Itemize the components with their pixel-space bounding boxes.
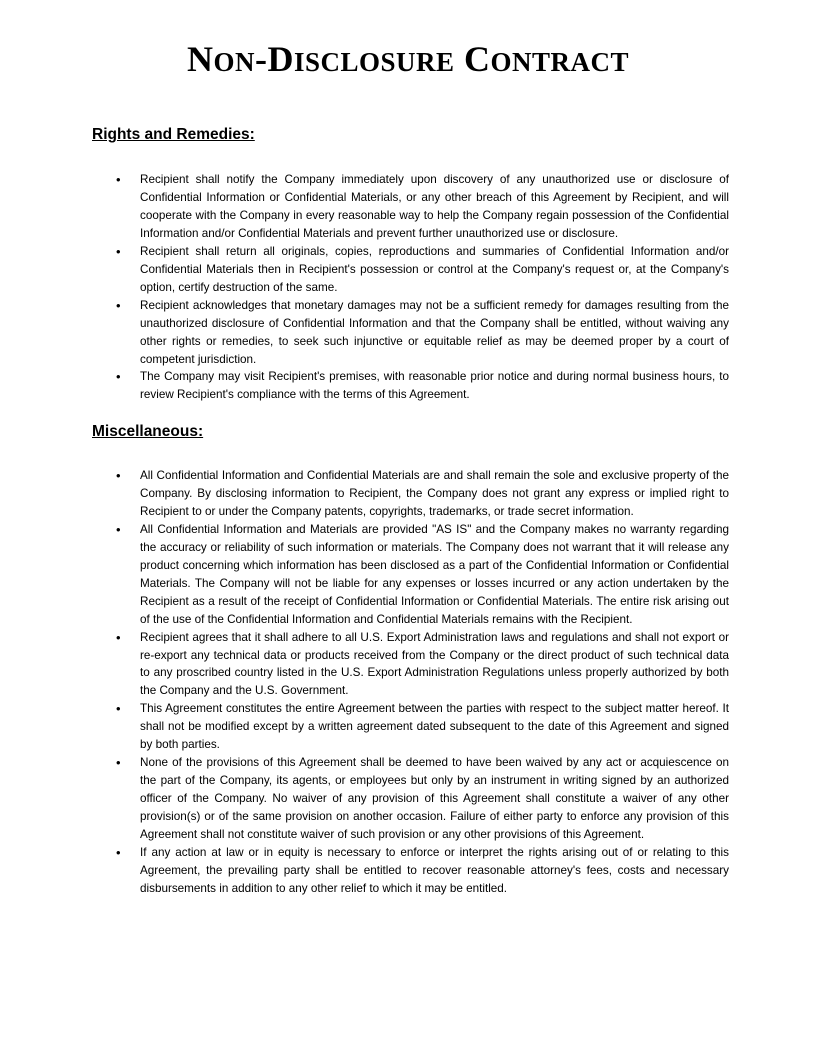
list-item: • The Company may visit Recipient's premises, with reasonable prior notice and during normal business hours, to review Recipient's compliance with the terms of this Agreement. <box>140 368 729 404</box>
title-part: -DISCLOSURE <box>254 39 455 79</box>
list-item: • None of the provisions of this Agreement shall be deemed to have been waived by any act or acquiescence on the part of the Company, its agents, or employees but only by an instrument in writing signed by an authorized officer of the Company. No waiver of any provision of this Agreement shall constitute a waiver of any other provision(s) or of the same provision on another occasion. Failure of either party to enforce any provision of this Agreement shall not constitute waiver of such provision or any other provisions of this Agreement. <box>140 754 729 844</box>
list-item: • All Confidential Information and Confidential Materials are and shall remain the sole and exclusive property of the Company. By disclosing information to Recipient, the Company does not grant any express or implied right to Recipient to or under the Company patents, copyrights, trademarks, or trade secret information. <box>140 467 729 521</box>
title-part: CONTRACT <box>454 39 630 79</box>
list-item: • This Agreement constitutes the entire Agreement between the parties with respect to the subject matter hereof. It shall not be modified except by a written agreement dated subsequent to the date of this Agreement and signed by both parties. <box>140 700 729 754</box>
list-item: • Recipient agrees that it shall adhere to all U.S. Export Administration laws and regulations and shall not export or re-export any technical data or products received from the Company or the direct product of such technical data to any proscribed country listed in the U.S. Export Administration Regulations unless properly authorized by both the Company and the U.S. Government. <box>140 629 729 701</box>
section-heading-rights-and-remedies: Rights and Remedies: <box>92 126 255 143</box>
list-item: • Recipient shall notify the Company immediately upon discovery of any unauthorized use or disclosure of Confidential Information or Confidential Materials, or any other breach of this Agreement by Recipient, and will cooperate with the Company in every reasonable way to help the Company regain possession of the Confidential Information and/or Confidential Materials and prevent further unauthorized use or disclosure. <box>140 171 729 243</box>
title-part: NON <box>186 39 255 79</box>
rights-and-remedies-list <box>140 171 729 404</box>
list-item: • If any action at law or in equity is necessary to enforce or interpret the rights arising out of or relating to this Agreement, the prevailing party shall be entitled to recover reasonable attorney's fees, costs and necessary disbursements in addition to any other relief to which it may be entitled. <box>140 844 729 898</box>
miscellaneous-list <box>140 467 729 898</box>
list-item: • Recipient acknowledges that monetary damages may not be a sufficient remedy for damages resulting from the unauthorized disclosure of Confidential Information and that the Company shall be entitled, without waiving any other rights or remedies, to seek such injunctive or equitable relief as may be deemed proper by a court of competent jurisdiction. <box>140 297 729 369</box>
list-item: • All Confidential Information and Materials are provided "AS IS" and the Company makes no warranty regarding the accuracy or reliability of such information or materials. The Company does not warrant that it will release any product concerning which information has been disclosed as a part of the Confidential Information or Confidential Materials. The Company will not be liable for any expenses or losses incurred or any action undertaken by the Recipient as a result of the receipt of Confidential Information or Confidential Materials. The entire risk arising out of the use of the Confidential Information and Confidential Materials remains with the Recipient. <box>140 521 729 629</box>
list-item: • Recipient shall return all originals, copies, reproductions and summaries of Confidential Information and/or Confidential Materials then in Recipient's possession or control at the Company's request or, at the Company's option, certify destruction of the same. <box>140 243 729 297</box>
page-title <box>0 38 816 80</box>
section-heading-miscellaneous: Miscellaneous: <box>92 423 204 440</box>
